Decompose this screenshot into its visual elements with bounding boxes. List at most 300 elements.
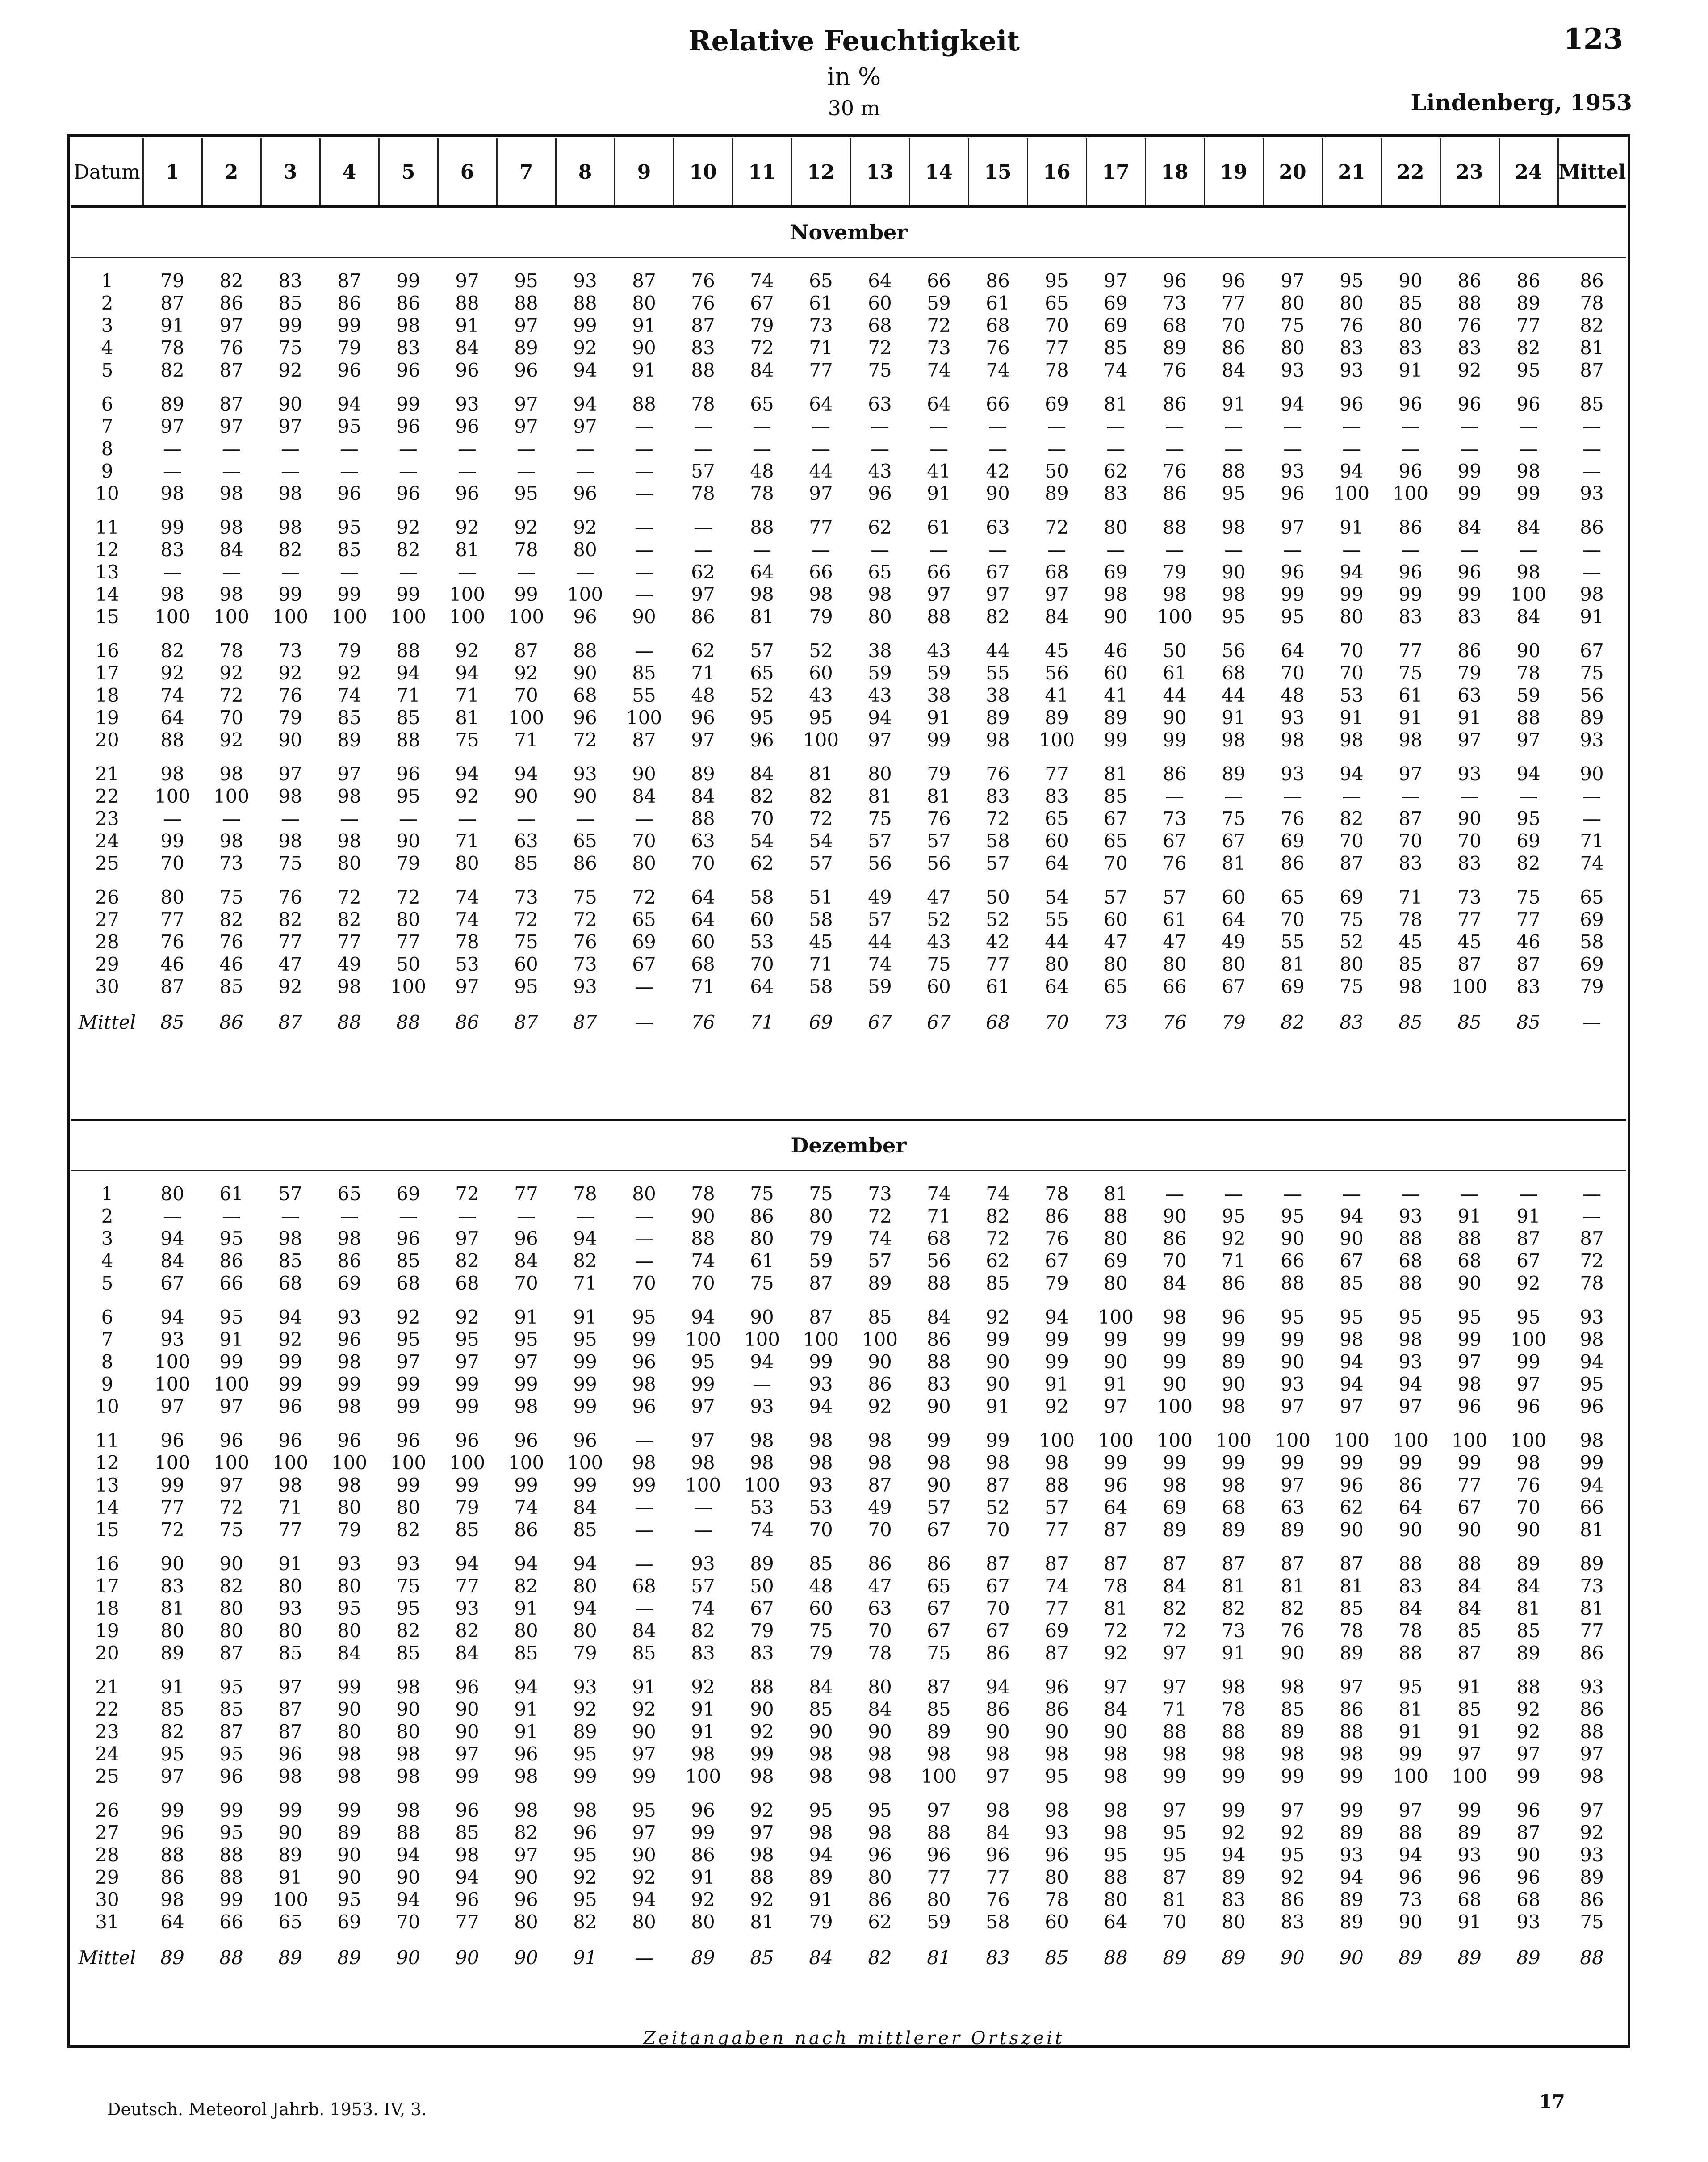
value-cell: 90 <box>1457 808 1482 830</box>
value-cell: 89 <box>1045 482 1069 504</box>
value-cell: 79 <box>1457 662 1482 684</box>
value-cell: 98 <box>750 583 774 605</box>
value-cell: 57 <box>927 830 951 852</box>
value-cell: 92 <box>1045 1395 1069 1417</box>
table-row <box>71 1889 1626 1911</box>
value-cell: 98 <box>1104 1799 1128 1821</box>
value-cell: 99 <box>160 1474 184 1496</box>
value-cell: — <box>635 640 653 662</box>
value-cell: 100 <box>1333 482 1370 504</box>
value-cell: — <box>635 1496 653 1518</box>
value-cell: 58 <box>809 909 833 930</box>
column-header-hour: 12 <box>791 138 850 207</box>
value-cell: — <box>1106 438 1125 460</box>
value-cell: 99 <box>337 1676 361 1698</box>
value-cell: 77 <box>514 1183 538 1205</box>
value-cell: 99 <box>1104 1328 1128 1350</box>
value-cell: 74 <box>750 270 774 292</box>
value-cell: 90 <box>927 1474 951 1496</box>
value-cell: 60 <box>1222 886 1246 908</box>
value-cell: 70 <box>514 1272 538 1294</box>
value-cell: 70 <box>1340 830 1364 852</box>
value-cell: 95 <box>1163 1822 1187 1844</box>
value-cell: 95 <box>396 1328 420 1350</box>
table-row <box>71 1866 1626 1889</box>
day-cell: 29 <box>95 953 119 975</box>
value-cell: 64 <box>868 270 892 292</box>
value-cell: 100 <box>744 1474 780 1496</box>
value-cell: 81 <box>1104 763 1128 785</box>
value-cell: 77 <box>1398 640 1423 662</box>
value-cell: — <box>1047 539 1066 561</box>
value-cell: 86 <box>986 1698 1010 1720</box>
value-cell: 91 <box>219 1328 243 1350</box>
value-cell: 80 <box>868 1676 892 1698</box>
group-spacer <box>71 628 1626 640</box>
day-cell: 10 <box>95 1395 119 1417</box>
value-cell: — <box>753 415 771 437</box>
value-cell: 68 <box>1457 1250 1482 1272</box>
value-cell: 100 <box>1510 1328 1547 1350</box>
value-cell: 99 <box>396 1373 420 1395</box>
table-row <box>71 1721 1626 1743</box>
value-cell: 98 <box>219 516 243 538</box>
value-cell: — <box>635 1205 653 1227</box>
value-cell: 93 <box>1398 1205 1423 1227</box>
value-cell: 77 <box>1045 337 1069 359</box>
value-cell: 47 <box>1104 931 1128 953</box>
value-cell: 70 <box>868 1519 892 1541</box>
value-cell: 87 <box>1163 1866 1187 1888</box>
value-cell: 99 <box>278 314 302 336</box>
value-cell: 97 <box>219 314 243 336</box>
column-header-hour: 14 <box>909 138 968 207</box>
value-cell: 87 <box>160 976 184 997</box>
value-cell: 80 <box>337 1496 361 1518</box>
value-cell: 74 <box>868 953 892 975</box>
value-cell: 85 <box>1398 1011 1423 1033</box>
value-cell: 97 <box>1104 270 1128 292</box>
day-cell: 6 <box>101 1306 113 1328</box>
value-cell: 54 <box>809 830 833 852</box>
value-cell: 69 <box>1163 1496 1187 1518</box>
value-cell: 97 <box>986 1765 1010 1787</box>
value-cell: — <box>1460 1183 1479 1205</box>
value-cell: 65 <box>1104 976 1128 997</box>
value-cell: 98 <box>396 314 420 336</box>
value-cell: 86 <box>1580 516 1604 538</box>
value-cell: 74 <box>1045 1575 1069 1597</box>
value-cell: 44 <box>1222 684 1246 706</box>
value-cell: 100 <box>1038 1429 1075 1451</box>
value-cell: 86 <box>691 1844 715 1866</box>
column-header-hour: 10 <box>674 138 733 207</box>
value-cell: 60 <box>868 292 892 314</box>
value-cell: 86 <box>1281 1889 1305 1911</box>
value-cell: 99 <box>1340 1799 1364 1821</box>
value-cell: — <box>399 561 418 583</box>
value-cell: 67 <box>1104 808 1128 830</box>
value-cell: 68 <box>632 1575 656 1597</box>
value-cell: 74 <box>986 1183 1010 1205</box>
value-cell: 90 <box>1281 1351 1305 1373</box>
value-cell: 90 <box>1222 561 1246 583</box>
value-cell: 93 <box>1580 1844 1604 1866</box>
value-cell: — <box>163 561 182 583</box>
table-row <box>71 1822 1626 1844</box>
value-cell: 98 <box>986 729 1010 751</box>
value-cell: 88 <box>927 1822 951 1844</box>
value-cell: 96 <box>514 1889 538 1911</box>
value-cell: 79 <box>927 763 951 785</box>
value-cell: 98 <box>632 1452 656 1474</box>
value-cell: — <box>458 561 477 583</box>
value-cell: — <box>694 516 712 538</box>
value-cell: 86 <box>1222 1272 1246 1294</box>
value-cell: 48 <box>750 460 774 482</box>
value-cell: 100 <box>1097 1429 1134 1451</box>
value-cell: — <box>222 438 241 460</box>
value-cell: 98 <box>750 1765 774 1787</box>
value-cell: 98 <box>1580 1429 1604 1451</box>
value-cell: 77 <box>927 1866 951 1888</box>
value-cell: 96 <box>1281 561 1305 583</box>
value-cell: 85 <box>809 1553 833 1575</box>
value-cell: 80 <box>868 606 892 628</box>
value-cell: 65 <box>750 393 774 415</box>
value-cell: — <box>399 808 418 830</box>
value-cell: — <box>1224 1183 1243 1205</box>
value-cell: 80 <box>160 1620 184 1642</box>
value-cell: 89 <box>1281 1519 1305 1541</box>
value-cell: 92 <box>573 337 597 359</box>
table-row <box>71 808 1626 830</box>
value-cell: 90 <box>455 1721 479 1743</box>
value-cell: 98 <box>1281 1676 1305 1698</box>
value-cell: 82 <box>160 1721 184 1743</box>
day-cell: 28 <box>95 931 119 953</box>
value-cell: 64 <box>1281 640 1305 662</box>
table-row <box>71 1272 1626 1295</box>
value-cell: 98 <box>337 1395 361 1417</box>
value-cell: 55 <box>632 684 656 706</box>
value-cell: 97 <box>219 415 243 437</box>
table-row <box>71 852 1626 875</box>
value-cell: 80 <box>396 909 420 930</box>
value-cell: — <box>1224 438 1243 460</box>
value-cell: 96 <box>573 707 597 729</box>
value-cell: 92 <box>1457 359 1482 381</box>
value-cell: 65 <box>868 561 892 583</box>
value-cell: 80 <box>1104 516 1128 538</box>
value-cell: 64 <box>160 707 184 729</box>
value-cell: 86 <box>1045 1205 1069 1227</box>
value-cell: — <box>458 438 477 460</box>
value-cell: 85 <box>514 852 538 874</box>
value-cell: 90 <box>809 1721 833 1743</box>
value-cell: 92 <box>868 1395 892 1417</box>
value-cell: 70 <box>396 1911 420 1933</box>
value-cell: 90 <box>750 1698 774 1720</box>
value-cell: 95 <box>573 1328 597 1350</box>
group-spacer <box>71 751 1626 763</box>
value-cell: 95 <box>1516 359 1541 381</box>
value-cell: 84 <box>1516 516 1541 538</box>
value-cell: 87 <box>1398 808 1423 830</box>
value-cell: 78 <box>1045 1889 1069 1911</box>
value-cell: 89 <box>1516 1642 1541 1664</box>
value-cell: 94 <box>573 393 597 415</box>
value-cell: 52 <box>986 1496 1010 1518</box>
value-cell: 94 <box>809 1395 833 1417</box>
value-cell: 90 <box>1457 1272 1482 1294</box>
value-cell: 68 <box>1222 1496 1246 1518</box>
value-cell: 96 <box>632 1351 656 1373</box>
value-cell: 95 <box>1340 270 1364 292</box>
value-cell: 67 <box>927 1519 951 1541</box>
value-cell: 65 <box>1045 292 1069 314</box>
value-cell: 64 <box>160 1911 184 1933</box>
value-cell: 57 <box>1104 886 1128 908</box>
value-cell: 82 <box>396 1519 420 1541</box>
value-cell: 91 <box>1457 1721 1482 1743</box>
value-cell: 94 <box>1340 1373 1364 1395</box>
value-cell: 87 <box>219 1721 243 1743</box>
value-cell: — <box>871 438 889 460</box>
day-cell: 28 <box>95 1844 119 1866</box>
value-cell: 83 <box>1045 785 1069 807</box>
value-cell: 72 <box>219 1496 243 1518</box>
value-cell: — <box>163 808 182 830</box>
value-cell: 90 <box>1281 1947 1305 1969</box>
value-cell: 80 <box>573 1575 597 1597</box>
value-cell: 96 <box>1457 393 1482 415</box>
value-cell: 98 <box>278 482 302 504</box>
value-cell: — <box>1582 438 1601 460</box>
value-cell: 98 <box>278 785 302 807</box>
value-cell: 78 <box>1045 359 1069 381</box>
value-cell: 76 <box>278 684 302 706</box>
value-cell: 95 <box>1222 606 1246 628</box>
value-cell: 100 <box>1392 482 1429 504</box>
value-cell: 96 <box>278 1429 302 1451</box>
value-cell: 72 <box>809 808 833 830</box>
value-cell: 88 <box>691 808 715 830</box>
value-cell: 66 <box>986 393 1010 415</box>
value-cell: — <box>1224 539 1243 561</box>
value-cell: 67 <box>927 1597 951 1619</box>
value-cell: 84 <box>809 1676 833 1698</box>
value-cell: 99 <box>1222 1452 1246 1474</box>
value-cell: 92 <box>1516 1721 1541 1743</box>
value-cell: 79 <box>337 640 361 662</box>
value-cell: — <box>517 1205 536 1227</box>
value-cell: 80 <box>396 1721 420 1743</box>
value-cell: 96 <box>1045 1844 1069 1866</box>
value-cell: 94 <box>455 662 479 684</box>
table-row <box>71 1373 1626 1395</box>
value-cell: 91 <box>1045 1373 1069 1395</box>
value-cell: 61 <box>1398 684 1423 706</box>
value-cell: 90 <box>1045 1721 1069 1743</box>
value-cell: 90 <box>1516 1844 1541 1866</box>
value-cell: 70 <box>1104 852 1128 874</box>
value-cell: 96 <box>455 1429 479 1451</box>
day-cell: 2 <box>101 292 113 314</box>
table-row <box>71 707 1626 729</box>
value-cell: 90 <box>986 1373 1010 1395</box>
value-cell: 90 <box>1222 1373 1246 1395</box>
value-cell: 98 <box>573 1799 597 1821</box>
value-cell: 100 <box>1510 1429 1547 1451</box>
value-cell: 93 <box>1281 763 1305 785</box>
table-row <box>71 1250 1626 1272</box>
value-cell: 75 <box>1340 976 1364 997</box>
value-cell: 84 <box>1222 359 1246 381</box>
value-cell: 97 <box>1163 1799 1187 1821</box>
value-cell: 96 <box>1457 561 1482 583</box>
value-cell: 98 <box>514 1799 538 1821</box>
value-cell: 82 <box>455 1620 479 1642</box>
value-cell: 98 <box>1045 1799 1069 1821</box>
value-cell: 95 <box>750 707 774 729</box>
value-cell: 96 <box>1045 1676 1069 1698</box>
value-cell: 98 <box>1398 976 1423 997</box>
value-cell: 77 <box>1516 909 1541 930</box>
value-cell: 99 <box>809 1351 833 1373</box>
day-cell: 18 <box>95 684 119 706</box>
value-cell: 68 <box>278 1272 302 1294</box>
value-cell: 91 <box>1222 393 1246 415</box>
value-cell: 61 <box>1163 909 1187 930</box>
value-cell: 68 <box>573 684 597 706</box>
table-row <box>71 931 1626 953</box>
value-cell: 95 <box>809 1799 833 1821</box>
value-cell: 98 <box>337 830 361 852</box>
value-cell: 68 <box>868 314 892 336</box>
value-cell: 94 <box>455 1553 479 1575</box>
value-cell: 69 <box>1104 292 1128 314</box>
value-cell: 52 <box>809 640 833 662</box>
value-cell: 97 <box>337 763 361 785</box>
value-cell: 82 <box>219 909 243 930</box>
value-cell: 96 <box>1340 1474 1364 1496</box>
value-cell: 85 <box>809 1698 833 1720</box>
value-cell: 90 <box>750 1306 774 1328</box>
value-cell: 86 <box>160 1866 184 1888</box>
value-cell: 96 <box>160 1429 184 1451</box>
value-cell: 82 <box>809 785 833 807</box>
column-header-hour: 23 <box>1440 138 1499 207</box>
value-cell: 49 <box>868 886 892 908</box>
value-cell: 65 <box>927 1575 951 1597</box>
value-cell: 85 <box>1340 1597 1364 1619</box>
value-cell: 99 <box>750 1743 774 1765</box>
value-cell: 98 <box>1222 1474 1246 1496</box>
value-cell: 92 <box>455 1306 479 1328</box>
value-cell: 98 <box>809 1452 833 1474</box>
value-cell: 99 <box>1398 583 1423 605</box>
value-cell: 99 <box>1281 1328 1305 1350</box>
value-cell: 99 <box>1222 1765 1246 1787</box>
value-cell: 89 <box>1222 1519 1246 1541</box>
value-cell: 83 <box>750 1642 774 1664</box>
table-row <box>71 1799 1626 1822</box>
day-cell: 13 <box>95 1474 119 1496</box>
value-cell: 72 <box>632 886 656 908</box>
value-cell: 70 <box>632 1272 656 1294</box>
value-cell: 97 <box>1457 729 1482 751</box>
value-cell: 87 <box>927 1676 951 1698</box>
value-cell: 88 <box>1516 1676 1541 1698</box>
value-cell: 79 <box>337 337 361 359</box>
value-cell: 88 <box>750 516 774 538</box>
value-cell: 57 <box>927 1496 951 1518</box>
value-cell: 76 <box>573 931 597 953</box>
value-cell: 80 <box>396 1496 420 1518</box>
value-cell: 77 <box>1457 1474 1482 1496</box>
value-cell: 92 <box>396 1306 420 1328</box>
value-cell: 38 <box>986 684 1010 706</box>
value-cell: 99 <box>514 1474 538 1496</box>
value-cell: 77 <box>1045 1597 1069 1619</box>
value-cell: 68 <box>1398 1250 1423 1272</box>
value-cell: — <box>988 539 1007 561</box>
value-cell: 76 <box>219 337 243 359</box>
table-row <box>71 1496 1626 1519</box>
value-cell: — <box>517 561 536 583</box>
day-cell: 29 <box>95 1866 119 1888</box>
value-cell: 99 <box>1281 1452 1305 1474</box>
value-cell: 89 <box>809 1866 833 1888</box>
value-cell: 77 <box>455 1575 479 1597</box>
table-row <box>71 1765 1626 1788</box>
value-cell: 80 <box>455 852 479 874</box>
value-cell: 99 <box>514 1373 538 1395</box>
value-cell: 80 <box>868 1866 892 1888</box>
value-cell: 93 <box>1281 1373 1305 1395</box>
value-cell: 98 <box>1045 1743 1069 1765</box>
value-cell: 88 <box>1222 460 1246 482</box>
value-cell: 59 <box>927 662 951 684</box>
value-cell: 70 <box>219 707 243 729</box>
value-cell: 61 <box>750 1250 774 1272</box>
value-cell: — <box>340 561 359 583</box>
value-cell: 80 <box>219 1620 243 1642</box>
value-cell: 56 <box>1045 662 1069 684</box>
day-cell: 19 <box>95 707 119 729</box>
value-cell: — <box>1582 1183 1601 1205</box>
value-cell: 85 <box>455 1519 479 1541</box>
value-cell: 89 <box>278 1947 302 1969</box>
value-cell: 60 <box>1045 1911 1069 1933</box>
value-cell: 73 <box>1104 1011 1128 1033</box>
value-cell: 71 <box>396 684 420 706</box>
value-cell: 98 <box>1580 583 1604 605</box>
value-cell: 95 <box>1457 1306 1482 1328</box>
value-cell: — <box>1460 415 1479 437</box>
value-cell: 71 <box>1163 1698 1187 1720</box>
column-header-hour: 11 <box>733 138 791 207</box>
value-cell: 99 <box>337 1799 361 1821</box>
value-cell: 86 <box>219 292 243 314</box>
value-cell: 83 <box>1398 337 1423 359</box>
value-cell: — <box>812 539 830 561</box>
value-cell: 99 <box>278 1373 302 1395</box>
value-cell: 73 <box>1222 1620 1246 1642</box>
value-cell: 84 <box>1457 1597 1482 1619</box>
value-cell: 99 <box>1163 1452 1187 1474</box>
